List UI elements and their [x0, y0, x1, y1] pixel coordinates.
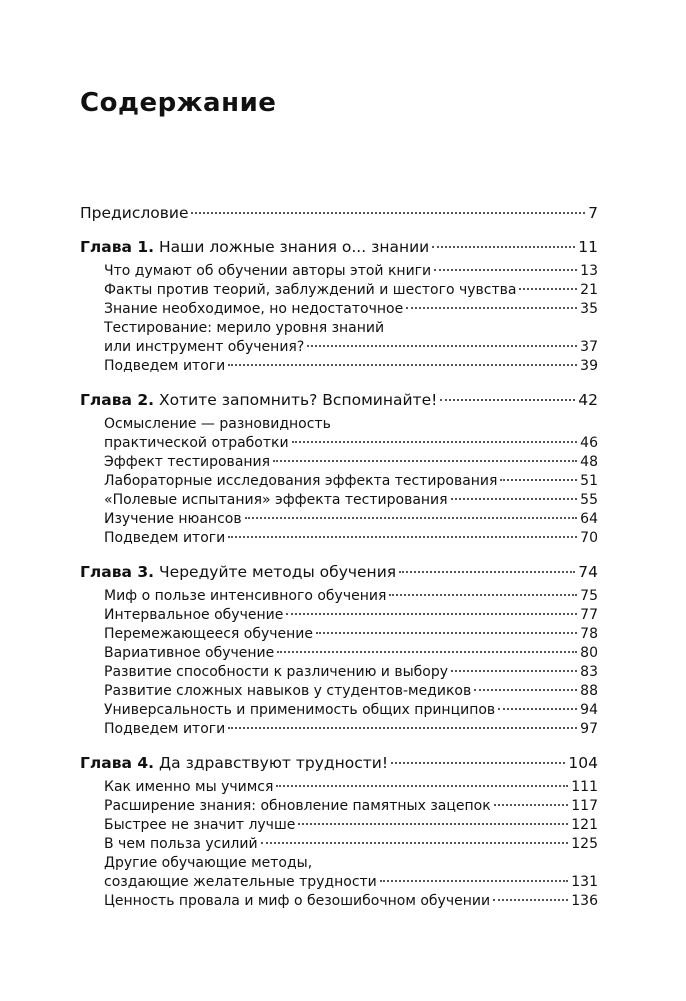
dot-leader	[391, 762, 565, 764]
toc-subentry[interactable]	[80, 625, 598, 644]
toc-subentry[interactable]	[80, 797, 598, 816]
dot-leader	[245, 517, 578, 519]
toc-subentry-label: Универсальность и применимость общих принципов	[104, 702, 496, 718]
toc-entry-chapter-2[interactable]	[80, 391, 598, 410]
dot-leader	[277, 651, 577, 653]
dot-leader	[434, 269, 577, 271]
dot-leader	[380, 880, 568, 882]
toc-page-number: 74	[578, 563, 598, 581]
toc-page-number: 88	[580, 683, 598, 699]
toc-page-number: 64	[580, 511, 598, 527]
toc-page-number: 104	[568, 754, 598, 772]
toc-subentry[interactable]	[80, 663, 598, 682]
toc-page-number: 125	[571, 836, 598, 852]
toc-subentry-label: Как именно мы учимся	[104, 779, 274, 795]
toc-subentry-label: Миф о пользе интенсивного обучения	[104, 588, 387, 604]
chapter-title: Чередуйте методы обучения	[159, 563, 397, 581]
toc-page-number: 39	[580, 358, 598, 374]
toc-page-number: 35	[580, 301, 598, 317]
chapter-title: Да здравствуют трудности!	[159, 754, 389, 772]
toc-page-number: 75	[580, 588, 598, 604]
dot-leader	[440, 399, 575, 401]
toc-page-number: 80	[580, 645, 598, 661]
toc-entry-preface[interactable]	[80, 204, 598, 223]
toc-subentry-label: Ценность провала и миф о безошибочном обучении	[104, 893, 491, 909]
toc-subentry-label: Эффект тестирования	[104, 454, 271, 470]
toc-subentry[interactable]	[80, 357, 598, 376]
toc-subentry[interactable]	[80, 720, 598, 739]
dot-leader	[276, 785, 568, 787]
toc-subentry[interactable]	[80, 529, 598, 548]
chapter-title: Хотите запомнить? Вспоминайте!	[159, 391, 438, 409]
toc-subentry[interactable]	[80, 472, 598, 491]
toc-subentry-label: Вариативное обучение	[104, 645, 275, 661]
toc-page-number: 111	[571, 779, 598, 795]
dot-leader	[494, 804, 569, 806]
toc-subentry[interactable]	[80, 701, 598, 720]
toc-page-number: 117	[571, 798, 598, 814]
toc-page-number: 121	[571, 817, 598, 833]
toc-subentry[interactable]	[80, 262, 598, 281]
toc-subentry-label: Факты против теорий, заблуждений и шестого чувства	[104, 282, 517, 298]
toc-page-number: 13	[580, 263, 598, 279]
dot-leader	[389, 594, 577, 596]
toc-page-number: 42	[578, 391, 598, 409]
chapter-title: Наши ложные знания о... знании	[159, 238, 430, 256]
toc-subentry[interactable]	[80, 682, 598, 701]
toc-subentry-label-line: Тестирование: мерило уровня знаний	[104, 320, 385, 336]
chapter-number: Глава 2.	[80, 391, 155, 409]
toc-subentry-label: Подведем итоги	[104, 721, 226, 737]
dot-leader	[286, 613, 577, 615]
toc-page-number: 37	[580, 339, 598, 355]
toc-subentry-label: Перемежающееся обучение	[104, 626, 314, 642]
toc-subentry-label: Знание необходимое, но недостаточное	[104, 301, 404, 317]
toc-subentry-label: или инструмент обучения?	[104, 339, 305, 355]
toc-page-number: 83	[580, 664, 598, 680]
dot-leader	[406, 307, 577, 309]
dot-leader	[273, 460, 577, 462]
chapter-number: Глава 3.	[80, 563, 155, 581]
dot-leader	[191, 212, 585, 214]
toc-subentry-label: «Полевые испытания» эффекта тестирования	[104, 492, 448, 508]
toc-subentry[interactable]	[80, 816, 598, 835]
toc-subentry-label: Изучение нюансов	[104, 511, 242, 527]
toc-page-number: 55	[580, 492, 598, 508]
toc-page-number: 51	[580, 473, 598, 489]
toc-page-number: 78	[580, 626, 598, 642]
toc-subentry[interactable]	[80, 778, 598, 797]
toc-subentry[interactable]	[80, 587, 598, 606]
dot-leader	[500, 479, 577, 481]
toc-subentry[interactable]	[80, 606, 598, 625]
toc-entry-chapter-1[interactable]	[80, 238, 598, 257]
toc-subentry[interactable]	[80, 873, 598, 892]
toc-subentry[interactable]	[80, 281, 598, 300]
toc-page-number: 136	[571, 893, 598, 909]
toc-subentry-label-line: Осмысление — разновидность	[104, 416, 331, 432]
toc-subentry-label: Развитие сложных навыков у студентов-медиков	[104, 683, 472, 699]
toc-subentry[interactable]	[80, 338, 598, 357]
toc-subentry[interactable]	[80, 434, 598, 453]
toc-page-number: 7	[588, 204, 598, 222]
toc-subentry-label: Быстрее не значит лучше	[104, 817, 296, 833]
toc-page-number: 46	[580, 435, 598, 451]
toc-page-number: 21	[580, 282, 598, 298]
toc-subentry[interactable]	[80, 300, 598, 319]
dot-leader	[292, 441, 578, 443]
dot-leader	[228, 727, 577, 729]
dot-leader	[474, 689, 577, 691]
chapter-number: Глава 4.	[80, 754, 155, 772]
toc-subentry-label: создающие желательные трудности	[104, 874, 377, 890]
dot-leader	[493, 899, 568, 901]
dot-leader	[519, 288, 577, 290]
toc-subentry[interactable]	[80, 644, 598, 663]
toc-subentry-label: Подведем итоги	[104, 358, 226, 374]
toc-page-number: 131	[571, 874, 598, 890]
chapter-number: Глава 1.	[80, 238, 155, 256]
toc-subentry-label: Что думают об обучении авторы этой книги	[104, 263, 432, 279]
dot-leader	[307, 345, 577, 347]
toc-page-number: 48	[580, 454, 598, 470]
toc-subentry-label: Интервальное обучение	[104, 607, 284, 623]
toc-page-number: 70	[580, 530, 598, 546]
dot-leader	[451, 670, 577, 672]
toc-subentry[interactable]	[80, 491, 598, 510]
toc-entry-chapter-4[interactable]	[80, 754, 598, 773]
toc-page-number: 77	[580, 607, 598, 623]
toc-subentry-label: Развитие способности к различению и выбору	[104, 664, 449, 680]
dot-leader	[228, 536, 577, 538]
toc-subentry-label: Расширение знания: обновление памятных зацепок	[104, 798, 491, 814]
dot-leader	[451, 498, 578, 500]
toc-page-number: 11	[578, 238, 598, 256]
toc-page-number: 97	[580, 721, 598, 737]
page-title: Содержание	[80, 88, 277, 118]
dot-leader	[498, 708, 577, 710]
toc-subentry-label: Лабораторные исследования эффекта тестирования	[104, 473, 498, 489]
toc-subentry-label: В чем польза усилий	[104, 836, 258, 852]
toc-subentry[interactable]	[80, 892, 598, 911]
toc-subentry[interactable]	[80, 835, 598, 854]
dot-leader	[298, 823, 568, 825]
toc-subentry[interactable]	[80, 453, 598, 472]
dot-leader	[261, 842, 569, 844]
toc-entry-chapter-3[interactable]	[80, 563, 598, 582]
dot-leader	[432, 246, 575, 248]
toc-subentry-label: Подведем итоги	[104, 530, 226, 546]
dot-leader	[228, 364, 577, 366]
dot-leader	[316, 632, 577, 634]
toc-page-number: 94	[580, 702, 598, 718]
toc-subentry-label-line: Другие обучающие методы,	[104, 855, 313, 871]
toc-entry-label: Предисловие	[80, 204, 189, 222]
toc-subentry-label: практической отработки	[104, 435, 289, 451]
toc-subentry[interactable]	[80, 510, 598, 529]
table-of-contents	[80, 204, 598, 911]
dot-leader	[399, 571, 575, 573]
